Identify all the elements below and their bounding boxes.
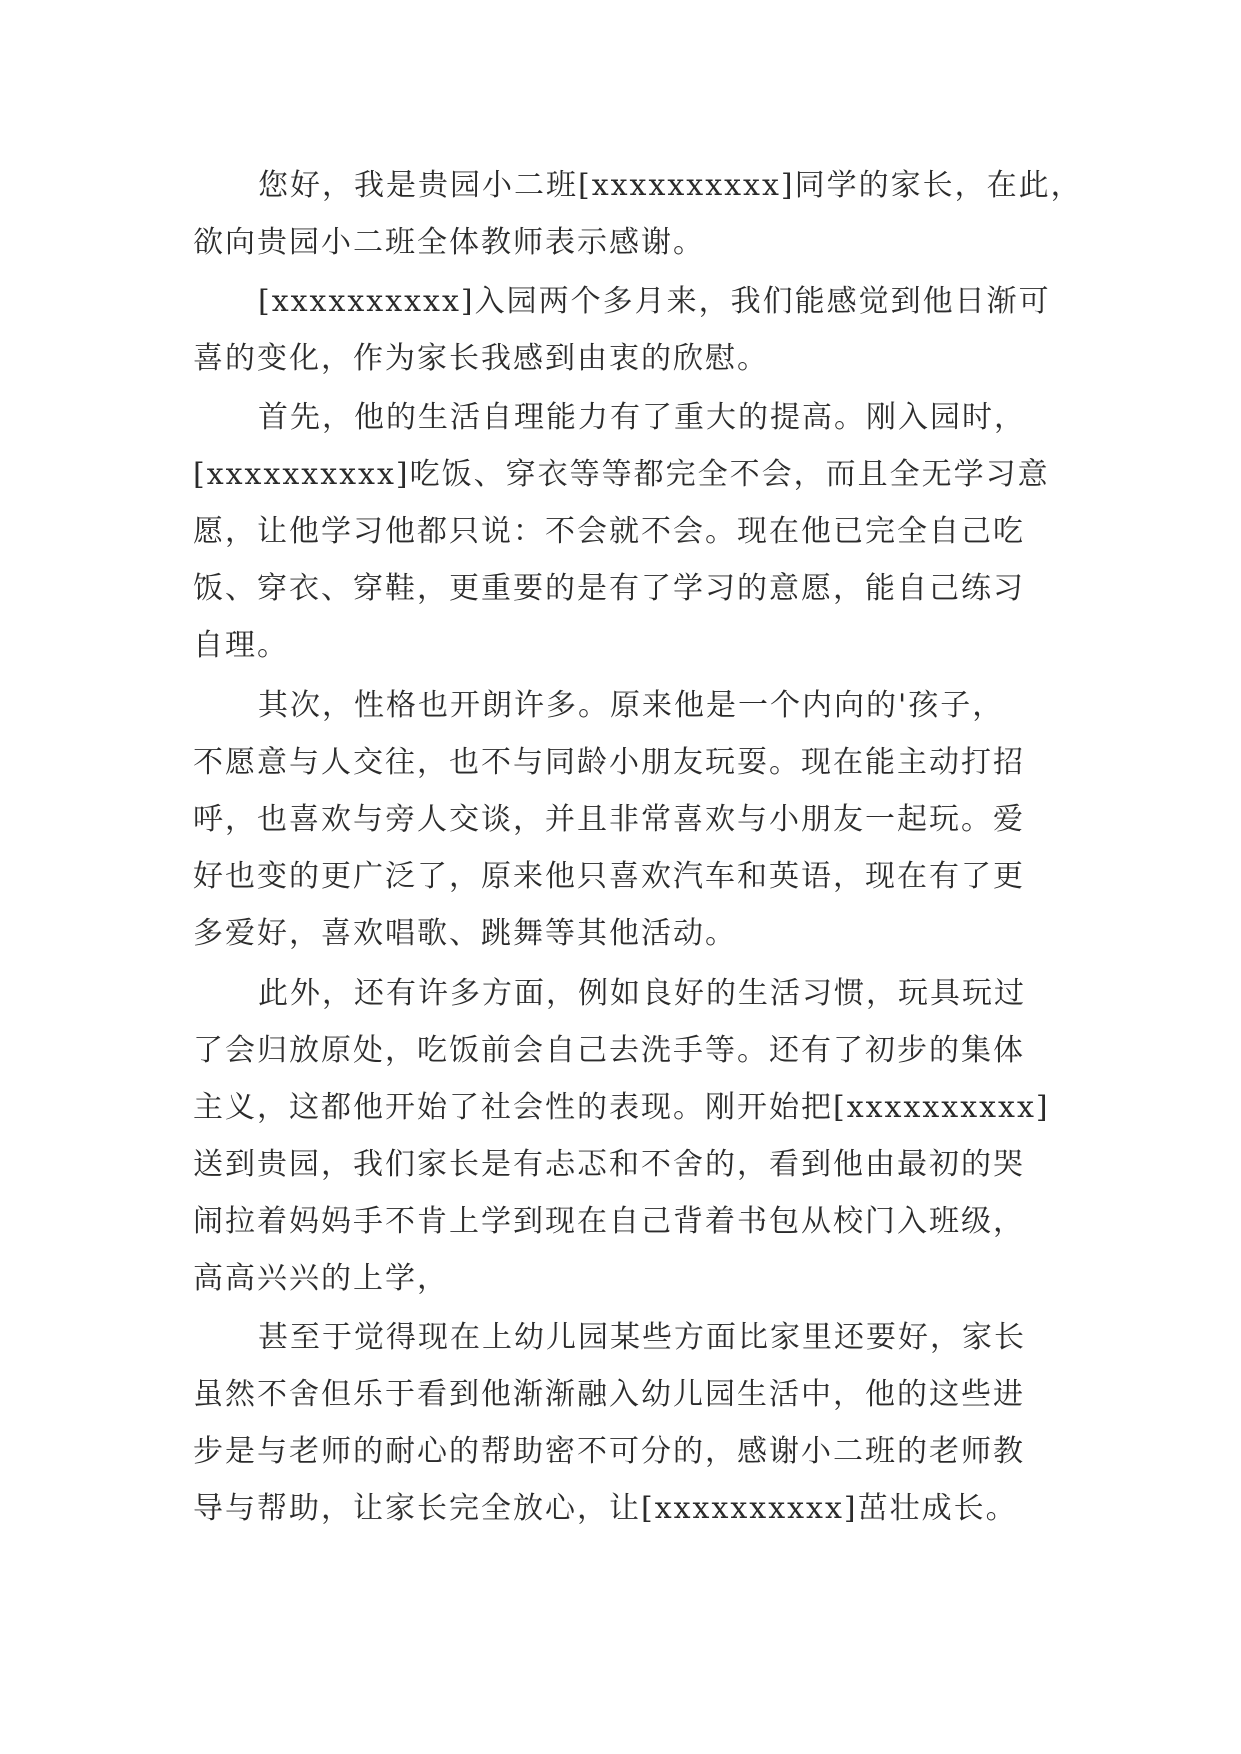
paragraph-1-line-1: 您好，我是贵园小二班[xxxxxxxxxx]同学的家长，在此，: [258, 168, 1083, 203]
paragraph-5-line-3: 主义，这都他开始了社会性的表现。刚开始把[xxxxxxxxxx]: [193, 1090, 1050, 1125]
paragraph-2-line-1: [xxxxxxxxxx]入园两个多月来，我们能感觉到他日渐可: [258, 284, 1051, 319]
paragraph-1-line-2: 欲向贵园小二班全体教师表示感谢。: [193, 225, 705, 260]
paragraph-3-line-4: 饭、穿衣、穿鞋，更重要的是有了学习的意愿，能自己练习: [193, 571, 1025, 606]
paragraph-5-line-6: 高高兴兴的上学，: [193, 1261, 449, 1296]
paragraph-6-line-3: 步是与老师的耐心的帮助密不可分的，感谢小二班的老师教: [193, 1434, 1025, 1469]
paragraph-6-line-4: 导与帮助，让家长完全放心，让[xxxxxxxxxx]茁壮成长。: [193, 1491, 1018, 1526]
paragraph-6-line-2: 虽然不舍但乐于看到他渐渐融入幼儿园生活中，他的这些进: [193, 1377, 1025, 1412]
paragraph-3-line-1: 首先，他的生活自理能力有了重大的提高。刚入园时，: [258, 400, 1026, 435]
paragraph-5-line-5: 闹拉着妈妈手不肯上学到现在自己背着书包从校门入班级，: [193, 1204, 1025, 1239]
paragraph-3-line-3: 愿，让他学习他都只说：不会就不会。现在他已完全自己吃: [193, 514, 1025, 549]
paragraph-3-line-2: [xxxxxxxxxx]吃饭、穿衣等等都完全不会，而且全无学习意: [193, 457, 1050, 492]
paragraph-5-line-2: 了会归放原处，吃饭前会自己去洗手等。还有了初步的集体: [193, 1033, 1025, 1068]
paragraph-4-line-2: 不愿意与人交往，也不与同龄小朋友玩耍。现在能主动打招: [193, 745, 1025, 780]
paragraph-4-line-3: 呼，也喜欢与旁人交谈，并且非常喜欢与小朋友一起玩。爱: [193, 802, 1025, 837]
paragraph-5-line-4: 送到贵园，我们家长是有忐忑和不舍的，看到他由最初的哭: [193, 1147, 1025, 1182]
paragraph-4-line-4: 好也变的更广泛了，原来他只喜欢汽车和英语，现在有了更: [193, 859, 1025, 894]
paragraph-6-line-1: 甚至于觉得现在上幼儿园某些方面比家里还要好，家长: [258, 1320, 1026, 1355]
paragraph-2-line-2: 喜的变化，作为家长我感到由衷的欣慰。: [193, 341, 769, 376]
paragraph-4-line-5: 多爱好，喜欢唱歌、跳舞等其他活动。: [193, 916, 737, 951]
paragraph-3-line-5: 自理。: [193, 628, 289, 663]
paragraph-5-line-1: 此外，还有许多方面，例如良好的生活习惯，玩具玩过: [258, 976, 1026, 1011]
paragraph-4-line-1: 其次，性格也开朗许多。原来他是一个内向的'孩子，: [258, 688, 1005, 723]
